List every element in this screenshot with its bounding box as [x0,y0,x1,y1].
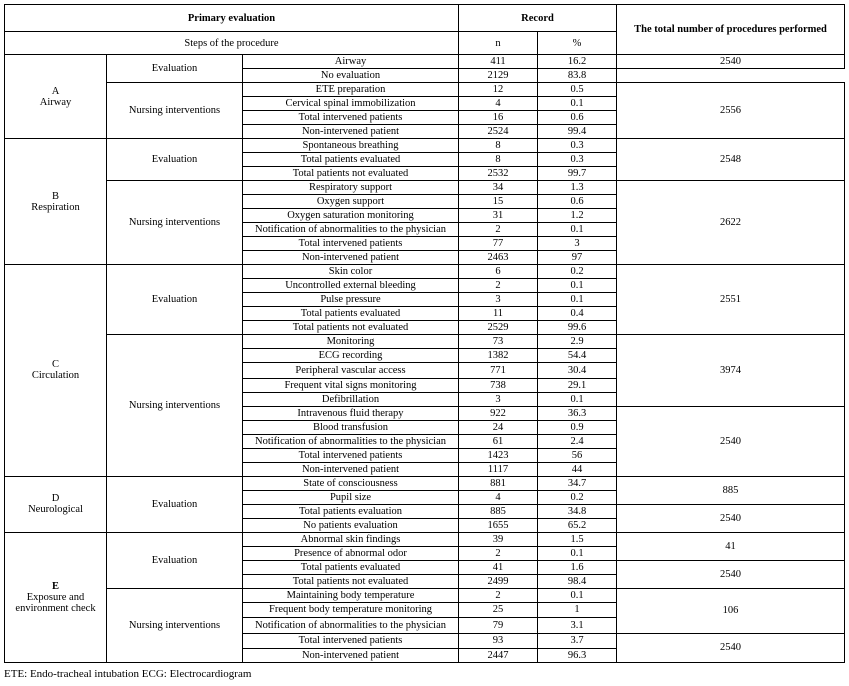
row-n: 8 [459,139,538,153]
row-item: Total patients not evaluated [243,574,459,588]
row-pct: 0.1 [538,279,617,293]
row-n: 2 [459,588,538,602]
section-letter: B [51,190,59,202]
row-item: No evaluation [243,69,459,83]
row-n: 885 [459,504,538,518]
section-label [5,55,107,139]
group-label: Evaluation [107,476,243,532]
row-pct: 0.1 [538,392,617,406]
row-item: Non-intervened patient [243,251,459,265]
section-letter: D [51,493,60,504]
row-pct: 65.2 [538,518,617,532]
row-pct: 0.9 [538,420,617,434]
row-pct: 54.4 [538,349,617,363]
row-n: 4 [459,490,538,504]
row-item: State of consciousness [243,476,459,490]
row-n: 24 [459,420,538,434]
row-item: ETE preparation [243,83,459,97]
footnote: ETE: Endo-tracheal intubation ECG: Electrocardiogram [4,668,252,680]
row-pct: 99.6 [538,321,617,335]
row-n: 79 [459,618,538,634]
row-item: Non-intervened patient [243,125,459,139]
total-procedures-cell: 885 [617,476,845,504]
row-pct: 1.5 [538,532,617,546]
row-pct: 34.7 [538,476,617,490]
row-pct: 1.2 [538,209,617,223]
row-pct: 0.6 [538,195,617,209]
row-n: 8 [459,153,538,167]
row-pct: 2.4 [538,434,617,448]
row-pct: 99.7 [538,167,617,181]
row-item: Airway [243,55,459,69]
row-pct: 99.4 [538,125,617,139]
row-n: 1117 [459,462,538,476]
row-item: Total patients evaluation [243,504,459,518]
row-item: Skin color [243,265,459,279]
row-n: 31 [459,209,538,223]
row-n: 93 [459,633,538,649]
total-procedures-cell: 2551 [617,265,845,335]
row-pct: 98.4 [538,574,617,588]
row-n: 771 [459,363,538,379]
row-pct: 3.7 [538,633,617,649]
group-label: Nursing interventions [107,83,243,139]
row-item: ECG recording [243,349,459,363]
row-n: 2 [459,279,538,293]
row-n: 4 [459,97,538,111]
total-procedures-header: The total number of procedures performed [617,5,845,55]
total-procedures-cell: 2540 [617,504,845,532]
row-n: 34 [459,181,538,195]
table-row [5,181,845,195]
section-label [5,532,107,663]
row-item: Peripheral vascular access [243,363,459,379]
row-n: 61 [459,434,538,448]
row-n: 1423 [459,448,538,462]
row-pct: 97 [538,251,617,265]
total-procedures-cell: 2622 [617,181,845,265]
row-item: Non-intervened patient [243,649,459,663]
table-row [5,265,845,279]
row-pct: 0.1 [538,223,617,237]
table-row [5,335,845,349]
row-pct: 1.3 [538,181,617,195]
group-label: Nursing interventions [107,335,243,477]
row-n: 2532 [459,167,538,181]
row-item: Spontaneous breathing [243,139,459,153]
section-name: Respiration [31,201,80,213]
total-procedures-cell: 41 [617,532,845,560]
row-pct: 0.3 [538,139,617,153]
row-item: Total patients evaluated [243,560,459,574]
row-item: Abnormal skin findings [243,532,459,546]
table-row [5,476,845,490]
row-pct: 96.3 [538,649,617,663]
row-pct: 1.6 [538,560,617,574]
row-item: Frequent body temperature monitoring [243,602,459,618]
row-n: 15 [459,195,538,209]
table-body [5,55,845,663]
row-n: 2129 [459,69,538,83]
row-pct: 0.2 [538,490,617,504]
total-procedures-cell: 2548 [617,139,845,181]
row-item: Frequent vital signs monitoring [243,378,459,392]
row-n: 25 [459,602,538,618]
row-item: Notification of abnormalities to the physician [243,618,459,634]
row-item: Uncontrolled external bleeding [243,279,459,293]
row-item: Maintaining body temperature [243,588,459,602]
pct-header: % [538,32,617,55]
group-label: Evaluation [107,139,243,181]
row-pct: 83.8 [538,69,617,83]
row-n: 411 [459,55,538,69]
row-n: 2524 [459,125,538,139]
procedures-table [4,4,845,663]
row-pct: 2.9 [538,335,617,349]
row-n: 2 [459,223,538,237]
total-procedures-cell: 3974 [617,335,845,407]
row-n: 2499 [459,574,538,588]
row-n: 1382 [459,349,538,363]
row-item: Blood transfusion [243,420,459,434]
section-label [5,476,107,532]
row-pct: 0.3 [538,153,617,167]
row-n: 6 [459,265,538,279]
row-n: 39 [459,532,538,546]
row-item: Cervical spinal immobilization [243,97,459,111]
row-pct: 30.4 [538,363,617,379]
section-letter: E [51,580,59,592]
row-n: 738 [459,378,538,392]
row-pct: 16.2 [538,55,617,69]
row-item: No patients evaluation [243,518,459,532]
row-pct: 36.3 [538,406,617,420]
row-item: Monitoring [243,335,459,349]
row-pct: 3 [538,237,617,251]
row-item: Total intervened patients [243,111,459,125]
row-pct: 0.4 [538,307,617,321]
table-row [5,532,845,546]
row-pct: 0.1 [538,293,617,307]
row-n: 922 [459,406,538,420]
row-pct: 44 [538,462,617,476]
row-item: Total patients evaluated [243,153,459,167]
row-n: 11 [459,307,538,321]
row-n: 41 [459,560,538,574]
row-n: 881 [459,476,538,490]
row-pct: 56 [538,448,617,462]
section-name: Circulation [31,370,80,382]
row-item: Notification of abnormalities to the physician [243,434,459,448]
row-item: Respiratory support [243,181,459,195]
header-row-1 [5,5,845,32]
row-n: 73 [459,335,538,349]
group-label: Nursing interventions [107,181,243,265]
n-header: n [459,32,538,55]
total-procedures-cell: 2540 [617,633,845,663]
row-item: Total intervened patients [243,237,459,251]
record-header: Record [459,5,617,32]
section-label [5,265,107,477]
row-n: 77 [459,237,538,251]
row-pct: 1 [538,602,617,618]
section-name: Airway [39,96,72,108]
row-item: Non-intervened patient [243,462,459,476]
row-item: Total patients not evaluated [243,167,459,181]
group-label: Evaluation [107,265,243,335]
total-procedures-cell: 106 [617,588,845,633]
section-name: Exposure and environment check [15,591,96,614]
row-n: 1655 [459,518,538,532]
row-item: Total patients evaluated [243,307,459,321]
row-item: Total intervened patients [243,633,459,649]
row-item: Pulse pressure [243,293,459,307]
row-n: 3 [459,293,538,307]
row-pct: 0.1 [538,546,617,560]
row-n: 2447 [459,649,538,663]
row-n: 2463 [459,251,538,265]
row-n: 16 [459,111,538,125]
section-letter: C [51,359,59,371]
row-n: 12 [459,83,538,97]
group-label: Evaluation [107,55,243,83]
row-item: Total patients not evaluated [243,321,459,335]
group-label: Nursing interventions [107,588,243,663]
section-label [5,139,107,265]
section-name: Neurological [28,504,83,515]
primary-evaluation-header: Primary evaluation [5,5,459,32]
row-item: Oxygen saturation monitoring [243,209,459,223]
table-row [5,588,845,602]
row-n: 2 [459,546,538,560]
row-item: Intravenous fluid therapy [243,406,459,420]
row-item: Total intervened patients [243,448,459,462]
row-pct: 0.1 [538,588,617,602]
row-pct: 3.1 [538,618,617,634]
table-wrapper [4,4,844,663]
table-row [5,139,845,153]
row-item: Presence of abnormal odor [243,546,459,560]
row-pct: 29.1 [538,378,617,392]
total-procedures-cell: 2540 [617,406,845,476]
row-pct: 0.1 [538,97,617,111]
row-pct: 0.2 [538,265,617,279]
total-procedures-cell: 2556 [617,83,845,139]
group-label: Evaluation [107,532,243,588]
row-n: 3 [459,392,538,406]
steps-header: Steps of the procedure [5,32,459,55]
row-pct: 34.8 [538,504,617,518]
row-item: Notification of abnormalities to the physician [243,223,459,237]
row-item: Oxygen support [243,195,459,209]
row-pct: 0.5 [538,83,617,97]
total-procedures-cell: 2540 [617,560,845,588]
section-letter: A [51,85,60,97]
table-row [5,55,845,69]
row-item: Defibrillation [243,392,459,406]
table-row [5,83,845,97]
total-procedures-cell: 2540 [617,55,845,69]
row-item: Pupil size [243,490,459,504]
row-n: 2529 [459,321,538,335]
row-pct: 0.6 [538,111,617,125]
